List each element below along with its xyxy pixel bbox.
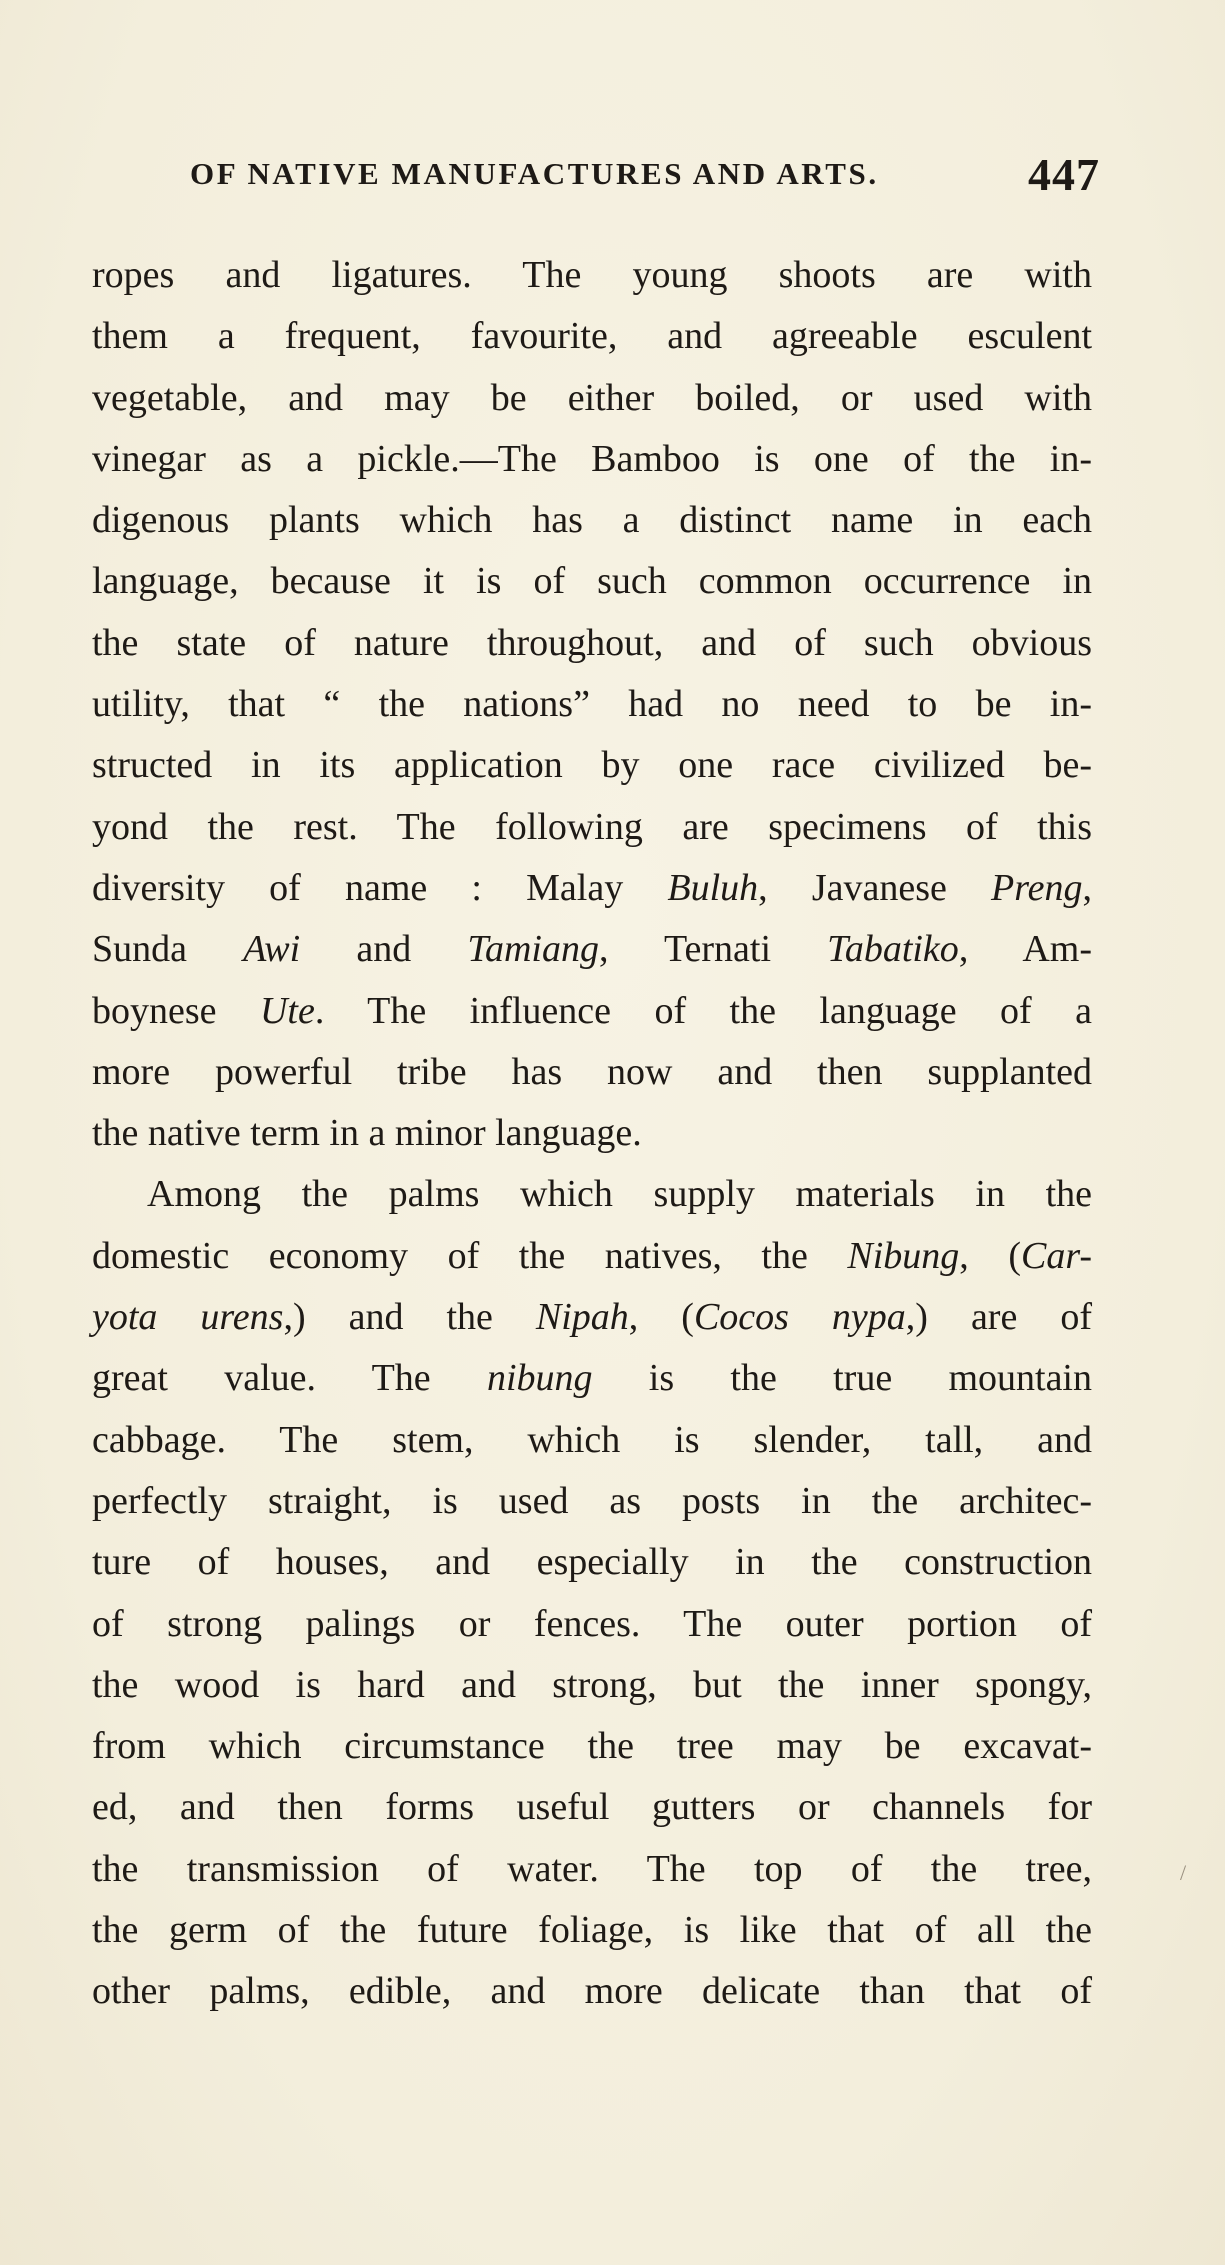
text-line: Among the palms which supply materials in the: [147, 1173, 1092, 1216]
text-line: yota urens,) and the Nipah, (Cocos nypa,) are of: [92, 1296, 1092, 1339]
text-line: more powerful tribe has now and then supplanted: [92, 1050, 1092, 1093]
text-line: vinegar as a pickle.—The Bamboo is one of the in-: [92, 437, 1092, 480]
ink-speck: /: [1180, 1860, 1187, 1885]
running-title: OF NATIVE MANUFACTURES AND ARTS.: [190, 156, 879, 191]
text-line: yond the rest. The following are specimens of this: [92, 805, 1092, 848]
italic-term: Car-: [1020, 1234, 1093, 1277]
text-line: them a frequent, favourite, and agreeable esculent: [92, 315, 1092, 358]
text-line: ed, and then forms useful gutters or channels for: [92, 1786, 1092, 1829]
italic-term: yota urens: [92, 1296, 284, 1339]
text-line: language, because it is of such common occurrence in: [92, 560, 1092, 603]
text-line: diversity of name : Malay Buluh, Javanese Preng,: [92, 866, 1093, 909]
italic-term: Cocos nypa: [693, 1296, 906, 1339]
text-line: Sunda Awi and Tamiang, Ternati Tabatiko, Am-: [92, 928, 1093, 971]
italic-term: Buluh: [667, 866, 759, 909]
text-line: cabbage. The stem, which is slender, tall, and: [92, 1418, 1092, 1461]
body-text: [92, 245, 1092, 2023]
italic-term: Preng: [991, 866, 1083, 909]
italic-term: Awi: [243, 928, 301, 971]
text-line: ropes and ligatures. The young shoots are with: [92, 254, 1092, 296]
text-line: digenous plants which has a distinct name in each: [92, 499, 1092, 542]
text-line: utility, that “ the nations” had no need to be in-: [92, 683, 1092, 726]
text-line: other palms, edible, and more delicate than that of: [92, 1970, 1092, 2013]
page-number: 447: [1028, 149, 1100, 200]
running-head: [190, 148, 1100, 198]
italic-term: Tamiang: [467, 928, 599, 971]
text-line: of strong palings or fences. The outer portion of: [92, 1602, 1092, 1645]
text-line: the germ of the future foliage, is like that of all the: [92, 1909, 1092, 1952]
text-line: vegetable, and may be either boiled, or used with: [92, 376, 1092, 419]
text-line: ture of houses, and especially in the construction: [92, 1541, 1092, 1584]
italic-term: Ute: [259, 989, 315, 1032]
text-line: the wood is hard and strong, but the inner spongy,: [92, 1663, 1092, 1706]
text-line: great value. The nibung is the true mountain: [92, 1357, 1092, 1400]
text-line: structed in its application by one race civilized be-: [92, 744, 1092, 787]
italic-term: nibung: [486, 1357, 593, 1400]
italic-term: Nipah: [535, 1296, 629, 1339]
text-line: the state of nature throughout, and of such obvious: [92, 621, 1092, 664]
text-line: perfectly straight, is used as posts in the architec-: [92, 1479, 1092, 1522]
text-line: the transmission of water. The top of the tree,: [92, 1847, 1092, 1890]
text-line: boynese Ute. The influence of the language of a: [92, 989, 1092, 1032]
italic-term: Tabatiko: [827, 928, 959, 971]
text-line: the native term in a minor language.: [92, 1112, 642, 1155]
text-line: from which circumstance the tree may be excavat-: [92, 1725, 1092, 1768]
italic-term: Nibung: [847, 1234, 960, 1277]
text-line: domestic economy of the natives, the Nibung, (Car-: [92, 1234, 1093, 1277]
